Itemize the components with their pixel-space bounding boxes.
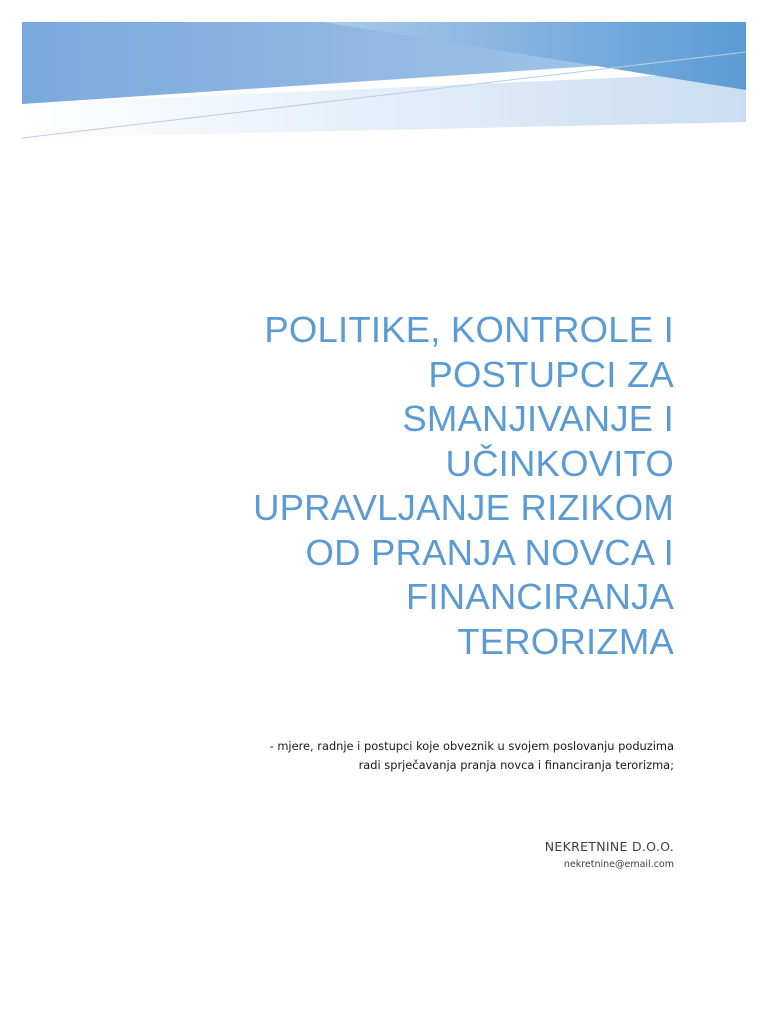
header-banner-graphic [22,22,746,140]
title-line: POLITIKE, KONTROLE I [264,309,674,350]
title-line: TERORIZMA [457,620,674,662]
title-line: UČINKOVITO [445,442,674,484]
document-subtitle [114,737,674,775]
company-email: nekretnine@email.com [563,859,674,870]
subtitle-line: - mjere, radnje i postupci koje obveznik u svojem poslovanju poduzima [269,739,674,753]
title-line: SMANJIVANJE I [402,398,674,439]
title-line: POSTUPCI ZA [428,353,674,395]
title-line: UPRAVLJANJE RIZIKOM [253,487,674,528]
title-line: FINANCIRANJA [405,576,674,617]
company-name: NEKRETNINE D.O.O. [544,839,674,854]
document-title [154,308,674,664]
title-line: OD PRANJA NOVCA I [305,531,674,573]
subtitle-line: radi sprječavanja pranja novca i financiranja terorizma; [358,758,674,772]
